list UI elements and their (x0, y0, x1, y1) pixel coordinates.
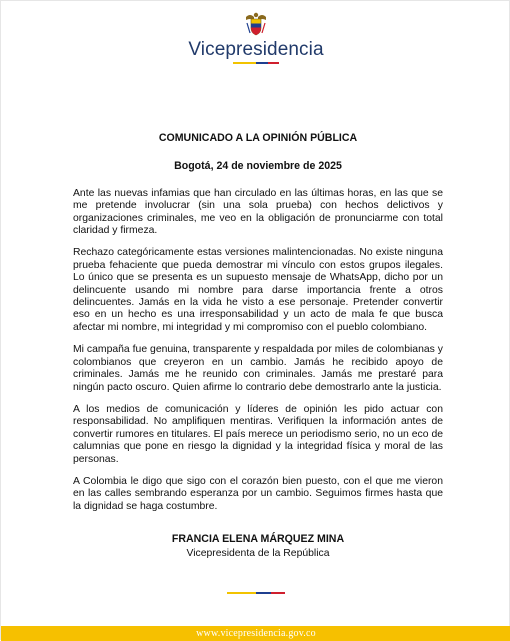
signature-role: Vicepresidenta de la República (186, 547, 330, 559)
signature-block (73, 533, 443, 560)
brand-name: Vicepresidencia (188, 39, 324, 60)
flag-stripe (233, 62, 279, 64)
signature-name: FRANCIA ELENA MÁRQUEZ MINA (171, 533, 345, 546)
paragraph-5: A Colombia le digo que sigo con el corazón bien puesto, con el que me vieron en las calles sembrando esperanza por un cambio. Seguimos firmes hasta que la dignidad se haga costumbre. (73, 475, 443, 512)
letter-body (73, 132, 443, 560)
coat-of-arms-icon (244, 11, 268, 37)
footer-url[interactable]: www.vicepresidencia.gov.co (196, 628, 316, 639)
paragraph-2: Rechazo categóricamente estas versiones malintencionadas. No existe ninguna prueba fehaciente que pueda demostrar mi vínculo con estos grupos ilegales. Lo único que se presenta es un supuesto mensaje de WhatsApp, dicho por un delincuente usando mi nombre para darse importancia frente a otros delincuentes. Jamás en la vida he visto a ese personaje. Pretender convertir eso en un hecho es una irresponsabilidad y un acto de mala fe que busca afectar mi nombre, mi integridad y mi compromiso con el pueblo colombiano. (73, 247, 443, 333)
document-date: Bogotá, 24 de noviembre de 2025 (174, 160, 342, 173)
document-title: COMUNICADO A LA OPINIÓN PÚBLICA (158, 132, 358, 144)
paragraph-1: Ante las nuevas infamias que han circulado en las últimas horas, en las que se me pretende involucrar (sin una sola prueba) con hechos delictivos y organizaciones criminales, me veo en la obligación de pronunciarme con total claridad y firmeza. (73, 187, 443, 237)
footer-flag-stripe (227, 592, 285, 594)
paragraph-4: A los medios de comunicación y líderes de opinión les pido actuar con responsabilidad. No amplifiquen mentiras. Verifiquen la información antes de convertir rumores en titulares. El país merece un periodismo serio, no un eco de calumnias que pone en riesgo la dignidad y la integridad física y moral de las personas. (73, 403, 443, 465)
paragraph-3: Mi campaña fue genuina, transparente y respaldada por miles de colombianas y colombianos que creyeron en un cambio. Jamás he recibido apoyo de criminales. Jamás me he reunido con criminales. Jamás me prestaré para ningún pacto oscuro. Quien afirme lo contrario debe demostrarlo ante la justicia. (73, 344, 443, 393)
letterhead (1, 11, 510, 64)
